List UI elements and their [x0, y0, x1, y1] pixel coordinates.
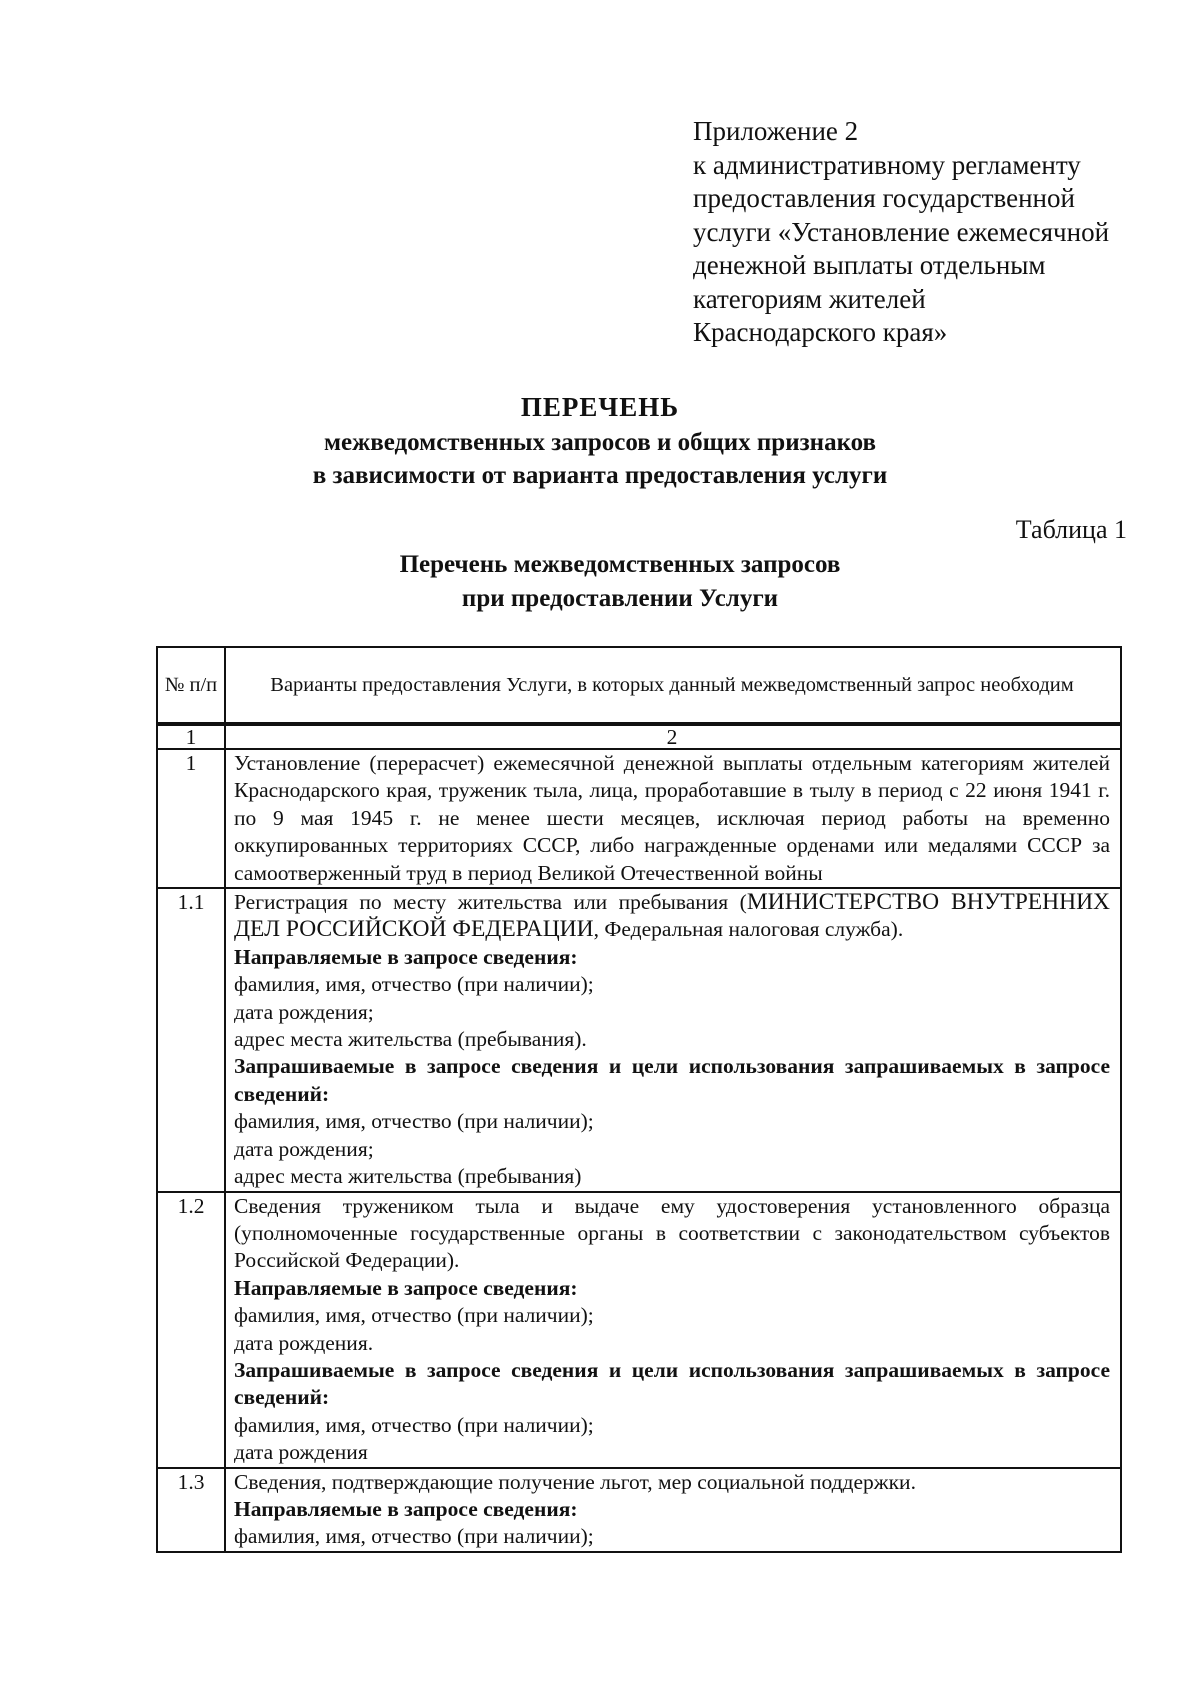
row-paragraph: фамилия, имя, отчество (при наличии);: [234, 1109, 594, 1134]
row-content: [225, 888, 1121, 1191]
row-paragraph: дата рождения;: [234, 999, 374, 1024]
table-title-line1: Перечень межведомственных запросов: [399, 551, 841, 578]
row-paragraph: Регистрация по месту жительства или пребывания (МИНИСТЕРСТВО ВНУТРЕННИХ ДЕЛ РОССИЙСКОЙ ФЕДЕРАЦИИ, Федеральная налоговая служба).: [234, 889, 1111, 943]
requests-table: [156, 646, 1122, 1553]
appendix-line: категориям жителей: [693, 283, 926, 314]
row-section-heading: Направляемые в запросе сведения:: [234, 1496, 578, 1521]
row-paragraph: адрес места жительства (пребывания): [234, 1164, 582, 1189]
appendix-line: предоставления государственной: [693, 183, 1075, 213]
row-paragraph: фамилия, имя, отчество (при наличии);: [234, 1303, 594, 1328]
column-number-row: [157, 724, 1121, 749]
row-paragraph: фамилия, имя, отчество (при наличии);: [234, 1524, 594, 1549]
table-header-row: [157, 647, 1121, 724]
document-title: ПЕРЕЧЕНЬ: [520, 392, 680, 422]
row-section-heading: Запрашиваемые в запросе сведения и цели использования запрашиваемых в запросе сведений:: [234, 1054, 1110, 1106]
appendix-line: к административному регламенту: [693, 149, 1081, 180]
document-subtitle-line2: в зависимости от варианта предоставления услуги: [312, 462, 888, 489]
table-body: [157, 749, 1121, 1552]
row-paragraph: Сведения, подтверждающие получение льгот, мер социальной поддержки.: [234, 1469, 916, 1494]
row-number: 1.2: [157, 1192, 225, 1468]
table-row: [157, 1192, 1121, 1468]
row-section-heading: Направляемые в запросе сведения:: [234, 944, 578, 969]
column-number-1: 1: [157, 724, 225, 749]
row-paragraph: фамилия, имя, отчество (при наличии);: [234, 972, 594, 997]
row-section-heading: Направляемые в запросе сведения:: [234, 1275, 578, 1300]
header-num-cell: № п/п: [157, 647, 225, 724]
row-paragraph: Установление (перерасчет) ежемесячной денежной выплаты отдельным категориям жителей Краснодарского края, труженик тыла, лица, проработавшие в тылу в период с 22 июня 1941 г. по 9 мая 1945 г. не менее шести месяцев, исключая период работы на временно оккупированных территориях СССР, либо награжденные орденами или медалями СССР за самоотверженный труд в период Великой Отечественной войны: [234, 751, 1110, 885]
appendix-line: Приложение 2: [693, 116, 859, 146]
row-number: 1.3: [157, 1468, 225, 1552]
row-number: 1.1: [157, 888, 225, 1191]
appendix-line: услуги «Установление ежемесячной: [693, 216, 1110, 247]
row-content: [225, 1468, 1121, 1552]
document-subtitle-line1: межведомственных запросов и общих признаков: [323, 429, 877, 456]
row-paragraph: дата рождения: [234, 1440, 368, 1465]
row-content: [225, 1192, 1121, 1468]
appendix-block: [693, 115, 1173, 350]
column-number-2: 2: [225, 724, 1121, 749]
table-row: [157, 1468, 1121, 1552]
row-number: 1: [157, 749, 225, 888]
row-section-heading: Запрашиваемые в запросе сведения и цели использования запрашиваемых в запросе сведений:: [234, 1357, 1110, 1410]
table-row: [157, 888, 1121, 1191]
table-title-line2: при предоставлении Услуги: [461, 585, 779, 612]
header-variants-cell: Варианты предоставления Услуги, в которых данный межведомственный запрос необходим: [225, 647, 1121, 724]
row-paragraph: дата рождения.: [234, 1330, 374, 1355]
appendix-line: денежной выплаты отдельным: [693, 250, 1046, 280]
row-paragraph: Сведения тружеником тыла и выдаче ему удостоверения установленного образца (уполномоченные государственные органы в соответствии с законодательством субъектов Российской Федерации).: [234, 1193, 1110, 1273]
agency-name: МИНИСТЕРСТВО ВНУТРЕННИХ ДЕЛ РОССИЙСКОЙ ФЕДЕРАЦИИ: [234, 889, 1111, 943]
row-content: [225, 749, 1121, 888]
appendix-line: Краснодарского края»: [693, 317, 948, 347]
row-paragraph: фамилия, имя, отчество (при наличии);: [234, 1412, 594, 1437]
table-row: [157, 749, 1121, 888]
table-label: Таблица 1: [1015, 515, 1127, 544]
row-paragraph: адрес места жительства (пребывания).: [234, 1027, 587, 1052]
row-paragraph: дата рождения;: [234, 1136, 374, 1161]
